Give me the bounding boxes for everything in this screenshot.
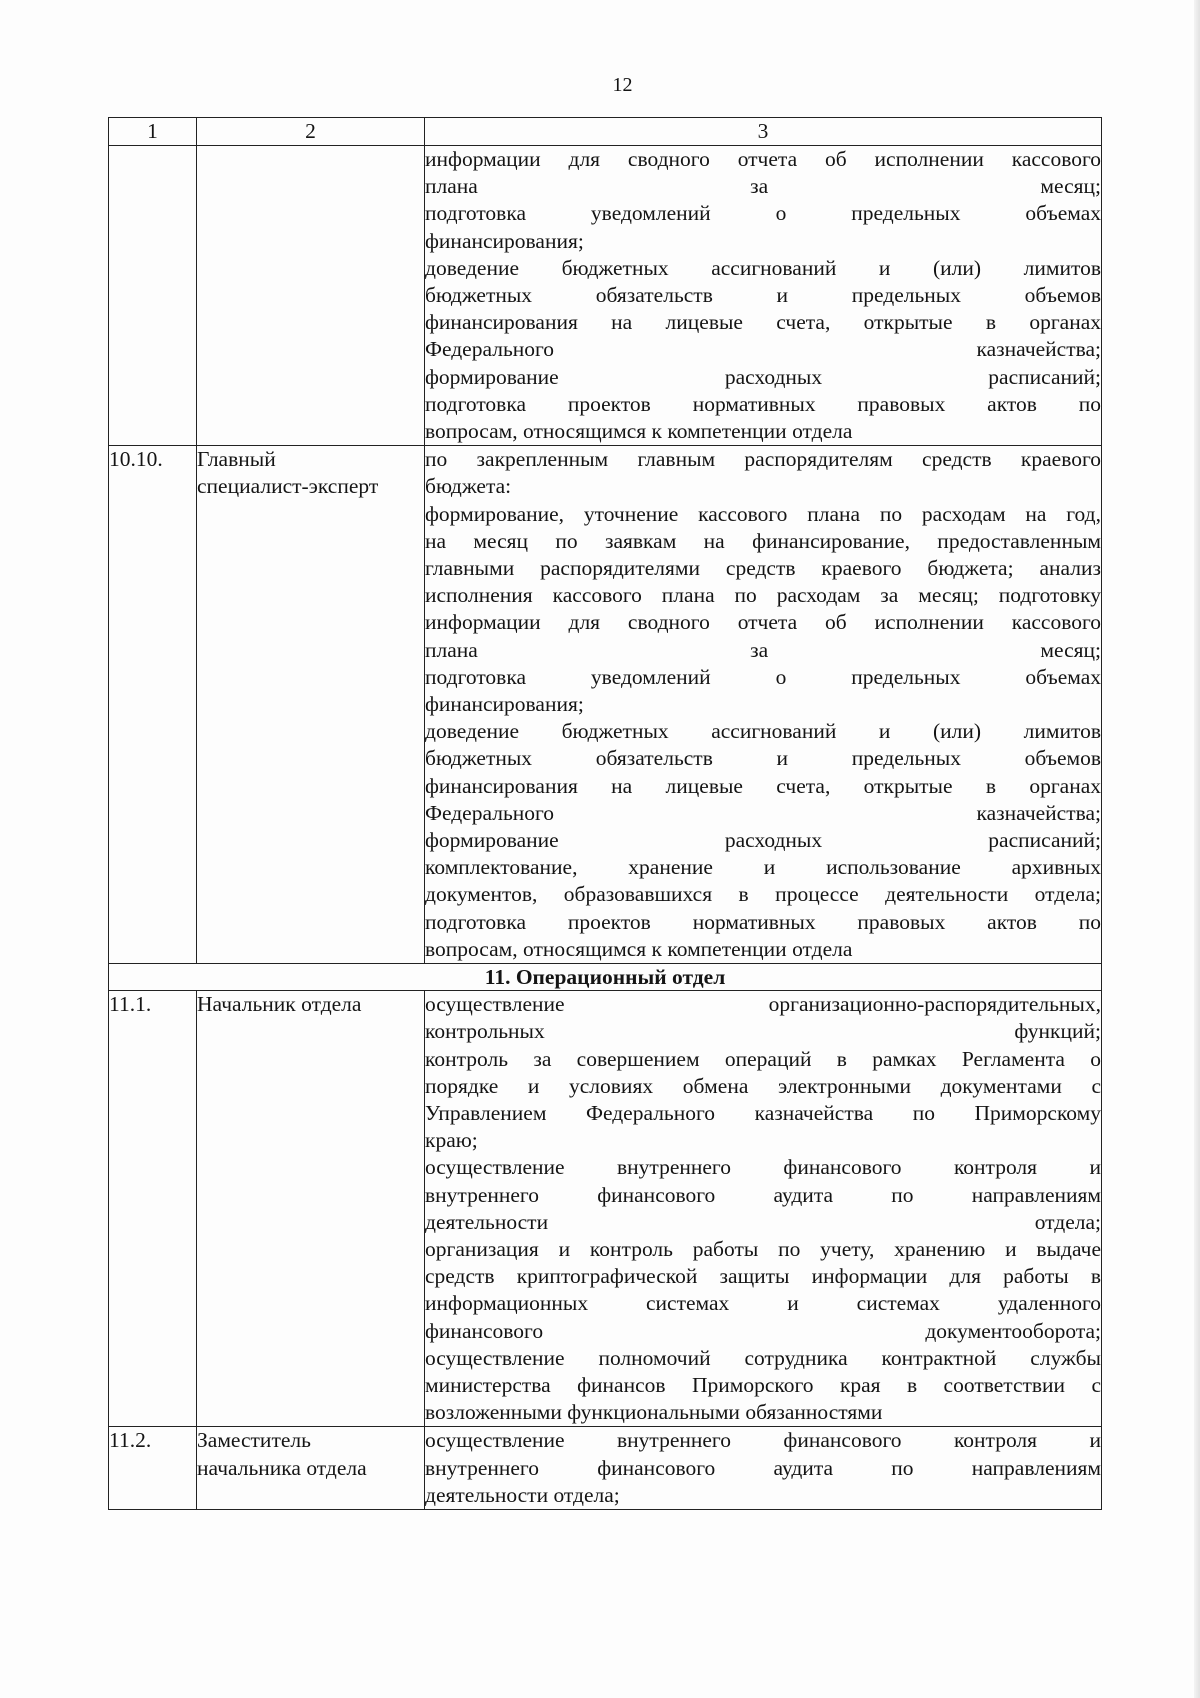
scan-edge (1194, 0, 1200, 1698)
text-line: подготовка уведомлений о предельных объемах (425, 201, 1101, 226)
row-number: 11.2. (109, 1427, 197, 1510)
text-line: Федерального казначейства; (425, 337, 1101, 362)
column-header-3: 3 (425, 118, 1102, 146)
text-line: вопросам, относящимся к компетенции отдела (425, 419, 853, 444)
duties-table (108, 117, 1102, 1510)
position-title (197, 1427, 425, 1510)
text-line: подготовка проектов нормативных правовых актов по (425, 391, 1101, 416)
text-line: Начальник отдела (197, 992, 362, 1017)
text-line: бюджетных обязательств и предельных объемов (425, 746, 1101, 771)
position-title (197, 146, 425, 446)
text-line: комплектование, хранение и использование архивных (425, 855, 1101, 880)
text-line: Управлением Федерального казначейства по Приморскому (425, 1100, 1101, 1125)
text-line: подготовка проектов нормативных правовых актов по (425, 909, 1101, 934)
row-number: 10.10. (109, 446, 197, 964)
text-line: специалист-эксперт (197, 474, 379, 499)
text-line: вопросам, относящимся к компетенции отдела (425, 936, 853, 961)
text-line: деятельности отдела; (425, 1482, 620, 1507)
table-row (109, 1427, 1102, 1510)
text-line: по закрепленным главным распорядителям средств краевого (425, 447, 1101, 472)
text-line: формирование расходных расписаний; (425, 828, 1101, 853)
position-title (197, 991, 425, 1427)
text-line: осуществление полномочий сотрудника контрактной службы (425, 1345, 1101, 1370)
text-line: информации для сводного отчета об исполнении кассового (425, 610, 1101, 635)
duties-text (425, 146, 1102, 446)
column-header-2: 2 (197, 118, 425, 146)
row-number (109, 146, 197, 446)
text-line: информации для сводного отчета об исполнении кассового (425, 147, 1101, 171)
text-line: контроль за совершением операций в рамках Регламента о (425, 1046, 1101, 1071)
text-line: финансирования; (425, 692, 584, 717)
table-header-row (109, 118, 1102, 146)
text-line: бюджета: (425, 474, 512, 499)
text-line: исполнения кассового плана по расходам за месяц; подготовку (425, 583, 1101, 608)
text-line: начальника отдела (197, 1455, 367, 1480)
text-line: возложенными функциональными обязанностями (425, 1400, 883, 1425)
text-line: Федерального казначейства; (425, 800, 1101, 825)
text-line: порядке и условиях обмена электронными документами с (425, 1073, 1101, 1098)
section-heading: 11. Операционный отдел (109, 964, 1102, 991)
text-line: документов, образовавшихся в процессе деятельности отдела; (425, 882, 1101, 907)
text-line: Заместитель (197, 1428, 311, 1453)
text-line: осуществление внутреннего финансового контроля и (425, 1428, 1101, 1453)
text-line: доведение бюджетных ассигнований и (или) лимитов (425, 719, 1101, 744)
text-line: осуществление организационно-распорядительных, (425, 992, 1101, 1017)
text-line: осуществление внутреннего финансового контроля и (425, 1155, 1101, 1180)
table-row (109, 146, 1102, 446)
duties-text (425, 991, 1102, 1427)
section-heading-row (109, 964, 1102, 991)
text-line: краю; (425, 1128, 478, 1153)
text-line: контрольных функций; (425, 1019, 1101, 1044)
text-line: организация и контроль работы по учету, хранению и выдаче (425, 1236, 1101, 1261)
text-line: внутреннего финансового аудита по направлениям (425, 1182, 1101, 1207)
text-line: финансирования на лицевые счета, открытые в органах (425, 773, 1101, 798)
text-line: плана за месяц; (425, 637, 1101, 662)
text-line: формирование, уточнение кассового плана по расходам на год, (425, 501, 1101, 526)
text-line: Главный (197, 447, 276, 472)
duties-text (425, 446, 1102, 964)
text-line: плана за месяц; (425, 174, 1101, 199)
text-line: деятельности отдела; (425, 1209, 1101, 1234)
row-number: 11.1. (109, 991, 197, 1427)
text-line: информационных системах и системах удаленного (425, 1291, 1101, 1316)
text-line: финансирования на лицевые счета, открытые в органах (425, 310, 1101, 335)
text-line: министерства финансов Приморского края в соответствии с (425, 1372, 1101, 1397)
table-row (109, 991, 1102, 1427)
duties-text (425, 1427, 1102, 1510)
text-line: формирование расходных расписаний; (425, 364, 1101, 389)
text-line: подготовка уведомлений о предельных объемах (425, 664, 1101, 689)
text-line: на месяц по заявкам на финансирование, предоставленным (425, 528, 1101, 553)
column-header-1: 1 (109, 118, 197, 146)
text-line: внутреннего финансового аудита по направлениям (425, 1455, 1101, 1480)
text-line: главными распорядителями средств краевого бюджета; анализ (425, 556, 1101, 581)
text-line: доведение бюджетных ассигнований и (или) лимитов (425, 255, 1101, 280)
text-line: бюджетных обязательств и предельных объемов (425, 283, 1101, 308)
text-line: финансирования; (425, 228, 584, 253)
text-line: средств криптографической защиты информации для работы в (425, 1264, 1101, 1289)
table-row (109, 446, 1102, 964)
text-line: финансового документооборота; (425, 1318, 1101, 1343)
page-number: 12 (612, 74, 633, 96)
position-title (197, 446, 425, 964)
